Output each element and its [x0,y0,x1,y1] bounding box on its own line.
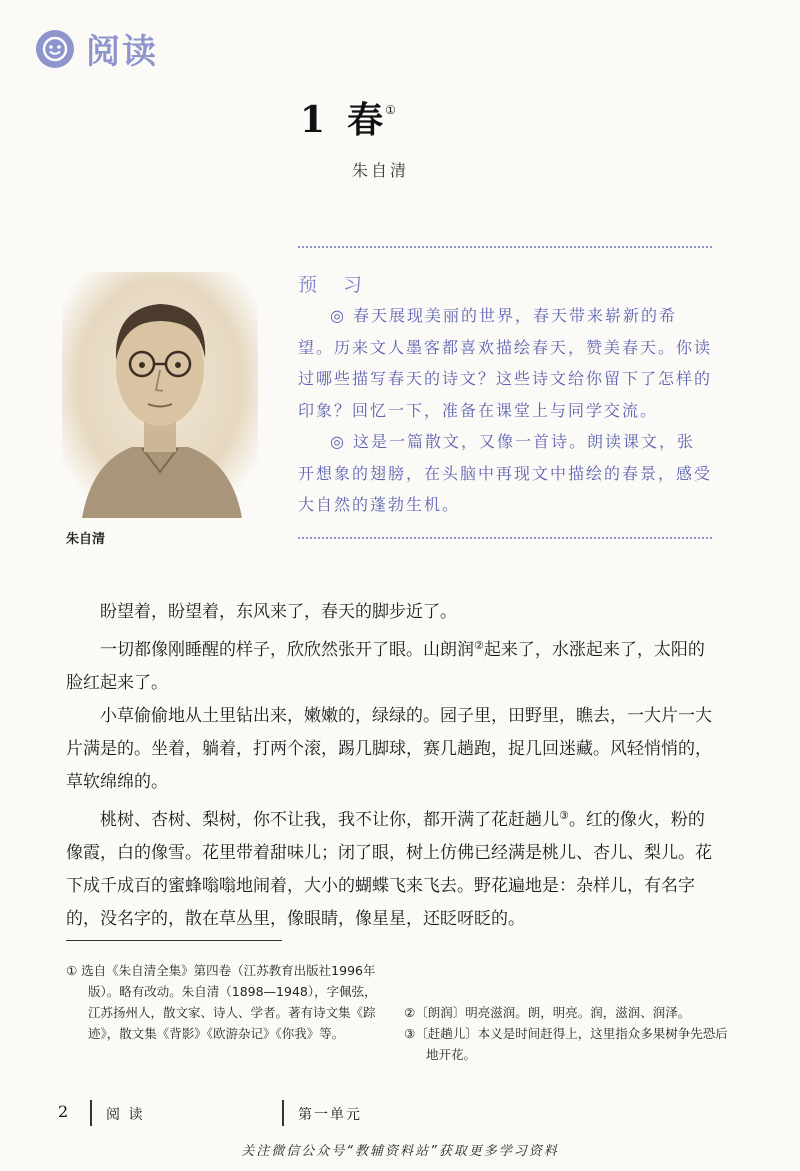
footer-unit: 第一单元 [298,1107,362,1123]
footnote-3: ③〔赶趟儿〕本义是时间赶得上，这里指众多果树争先恐后地开花。 [404,1026,728,1062]
body-paragraph-2-part-b: 起来了，水涨起来了，太阳的脸红起来了。 [66,640,705,693]
body-paragraph-3: 小草偷偷地从土里钻出来，嫩嫩的，绿绿的。园子里，田野里，瞧去，一大片一大片满是的。坐着，躺着，打两个滚，踢几脚球，赛几趟跑，捉几回迷藏。风轻悄悄的，草软绵绵的。 [66,706,712,792]
body-paragraph-4 [66,799,716,936]
footnote-divider [66,940,282,941]
footnotes-left-column [66,960,388,1044]
lesson-name: 春 [347,99,384,141]
body-paragraph-4-part-b: 。红的像火，粉的像霞，白的像雪。花里带着甜味儿；闭了眼，树上仿佛已经满是桃儿、杏儿、梨儿。花下成千成百的蜜蜂嗡嗡地闹着，大小的蝴蝶飞来飞去。野花遍地是：杂样儿，有名字的，没名字的，散在草丛里，像眼睛，像星星，还眨呀眨的。 [66,810,712,929]
portrait-caption: 朱自清 [66,532,106,547]
page-number: 2 [58,1102,69,1121]
preview-body [298,300,712,521]
preview-paragraph-2: ◎ 这是一篇散文，又像一首诗。朗读课文，张开想象的翅膀，在头脑中再现文中描绘的春景，感受大自然的蓬勃生机。 [298,432,713,514]
footnotes-right-column [404,1002,734,1065]
watermark-text: 关注微信公众号“教辅资料站”获取更多学习资料 [241,1144,559,1159]
preview-paragraph-1: ◎ 春天展现美丽的世界，春天带来崭新的希望。历来文人墨客都喜欢描绘春天，赞美春天。你读过哪些描写春天的诗文？这些诗文给你留下了怎样的印象？回忆一下，准备在课堂上与同学交流。 [298,306,713,420]
footer-separator-1 [90,1100,92,1126]
footnote-ref-3[interactable]: ③ [559,809,569,822]
body-paragraph-1: 盼望着，盼望着，东风来了，春天的脚步近了。 [100,602,457,622]
smiley-icon [36,30,74,68]
preview-bottom-divider [298,537,712,539]
lesson-title [300,92,396,143]
body-paragraph-2 [66,629,716,700]
footnote-2: ②〔朗润〕明亮滋润。朗，明亮。润，滋润、润泽。 [404,1005,691,1020]
title-footnote-ref[interactable]: ① [385,103,396,117]
author-name: 朱自清 [352,161,410,180]
footer-separator-2 [282,1100,284,1126]
footnote-1: ① 选自《朱自清全集》第四卷（江苏教育出版社1996年版）。略有改动。朱自清（1898—1948），字佩弦，江苏扬州人，散文家、诗人、学者。著有诗文集《踪迹》，散文集《背影》《欧游杂记》《你我》等。 [66,963,377,1041]
preview-heading: 预 习 [298,274,373,296]
lesson-number: 1 [300,99,326,141]
footnote-ref-2[interactable]: ② [474,639,484,652]
body-paragraph-4-part-a: 桃树、杏树、梨树，你不让我，我不让你，都开满了花赶趟儿 [100,810,559,830]
preview-top-divider [298,246,712,248]
main-text [66,596,716,936]
footer-section: 阅 读 [106,1107,145,1123]
author-portrait [62,272,258,518]
body-paragraph-2-part-a: 一切都像刚睡醒的样子，欣欣然张开了眼。山朗润 [100,640,474,660]
section-title: 阅读 [86,32,158,72]
